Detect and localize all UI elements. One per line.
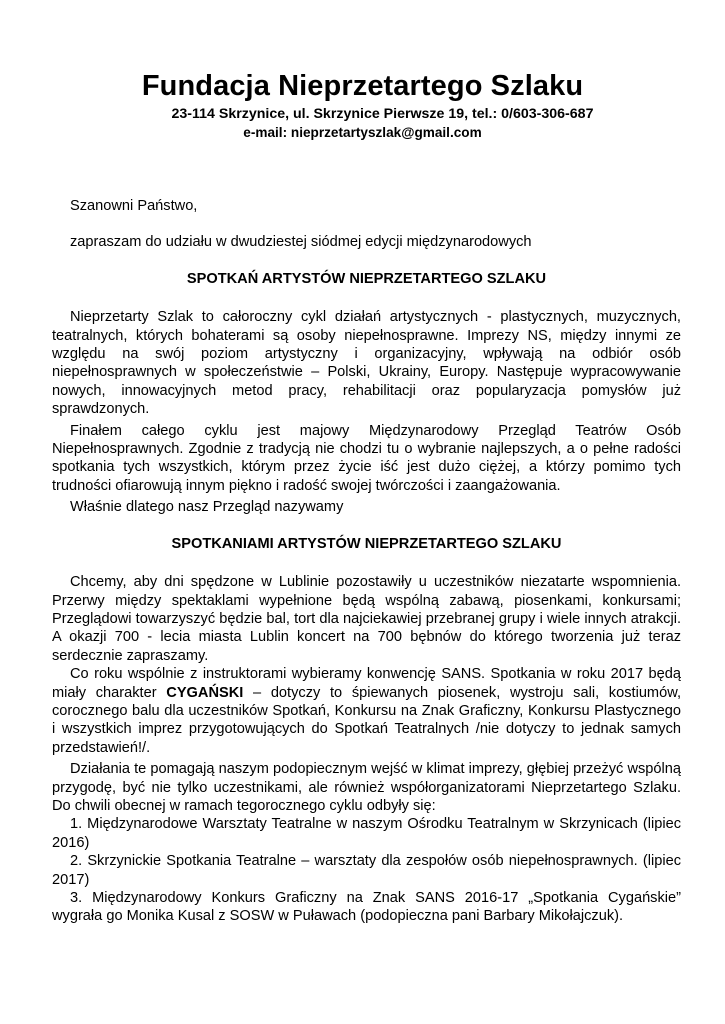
letter-body xyxy=(52,197,681,926)
convention-name: CYGAŃSKI xyxy=(166,684,244,701)
greeting: Szanowni Państwo, xyxy=(70,198,198,214)
heading-spotkaniami: SPOTKANIAMI ARTYSTÓW NIEPRZETARTEGO SZLAKU xyxy=(171,535,562,552)
foundation-address: 23-114 Skrzynice, ul. Skrzynice Pierwsze 19, tel.: 0/603-306-687 xyxy=(171,106,594,122)
list-item-1: 1. Międzynarodowe Warsztaty Teatralne w naszym Ośrodku Teatralnym w Skrzynicach (lipiec 2016) xyxy=(52,816,681,851)
heading-spotkan: SPOTKAŃ ARTYSTÓW NIEPRZETARTEGO SZLAKU xyxy=(186,270,547,287)
foundation-title: Fundacja Nieprzetartego Szlaku xyxy=(141,70,584,102)
paragraph-convention xyxy=(52,665,681,757)
convention-text-start: Co roku wspólnie z instruktorami wybieramy konwencję SANS. Spotkania w roku 2017 będą miały charakter xyxy=(52,666,681,701)
paragraph-about: Nieprzetarty Szlak to całoroczny cykl działań artystycznych - plastycznych, muzycznych, teatralnych, których bohaterami są osoby niepełnosprawne. Imprezy NS, między innymi ze względu na swój poziom artystyczny i organizacyjny, wpływają na odbiór osób niepełnosprawnych w społeczeństwie – Polski, Ukrainy, Europy. Następuje wypracowywanie nowych, innowacyjnych metod pracy, rehabilitacji oraz popularyzacja pomysłów już sprawdzonych. xyxy=(52,309,681,418)
paragraph-lublin: Chcemy, aby dni spędzone w Lublinie pozostawiły u uczestników niezatarte wspomnienia. Przerwy między spektaklami wypełnione będą wspólną zabawą, piosenkami, konkursami; Przeglądowi towarzyszyć będzie bal, tort dla najciekawiej przebranej grupy i wiele innych atrakcji. A okazji 700 - lecia miasta Lublin koncert na 700 bębnów do którego tworzenia już teraz serdecznie zapraszamy. xyxy=(52,574,681,664)
list-item-2: 2. Skrzynickie Spotkania Teatralne – warsztaty dla zespołów osób niepełnosprawnych. (lipiec 2017) xyxy=(52,853,681,888)
list-item-3: 3. Międzynarodowy Konkurs Graficzny na Znak SANS 2016-17 „Spotkania Cygańskie” wygrała go Monika Kusal z SOSW w Puławach (podopieczna pani Barbary Mikołajczuk). xyxy=(52,890,681,925)
foundation-email: e-mail: nieprzetartyszlak@gmail.com xyxy=(243,125,482,140)
paragraph-final: Finałem całego cyklu jest majowy Międzynarodowy Przegląd Teatrów Osób Niepełnosprawnych. Zgodnie z tradycją nie chodzi tu o wybranie najlepszych, a o pełne radości spotkania tych wszystkich, którym przez życie iść jest dużo ciężej, a którzy pomimo tych trudności ofiarowują innym piękno i radość swojej twórczości i zaangażowania. xyxy=(52,422,681,494)
paragraph-naming: Właśnie dlatego nasz Przegląd nazywamy xyxy=(70,499,344,516)
intro-paragraph: zapraszam do udziału w dwudziestej siódmej edycji międzynarodowych xyxy=(70,234,532,251)
convention-text-end: – dotyczy to śpiewanych piosenek, wystroju sali, kostiumów, corocznego balu dla uczestników Spotkań, Konkursu na Znak Graficzny, Konkursu Plastycznego i wszystkich imprez przygotowujących do Spotkań Teatralnych /nie dotyczy to jednak samych przedstawień!/. xyxy=(52,684,681,756)
paragraph-activities: Działania te pomagają naszym podopiecznym wejść w klimat imprezy, głębiej przeżyć wspólną przygodę, być nie tylko uczestnikami, ale również współorganizatorami Nieprzetartego Szlaku. Do chwili obecnej w ramach tegorocznego cyklu odbyły się: xyxy=(52,761,681,814)
